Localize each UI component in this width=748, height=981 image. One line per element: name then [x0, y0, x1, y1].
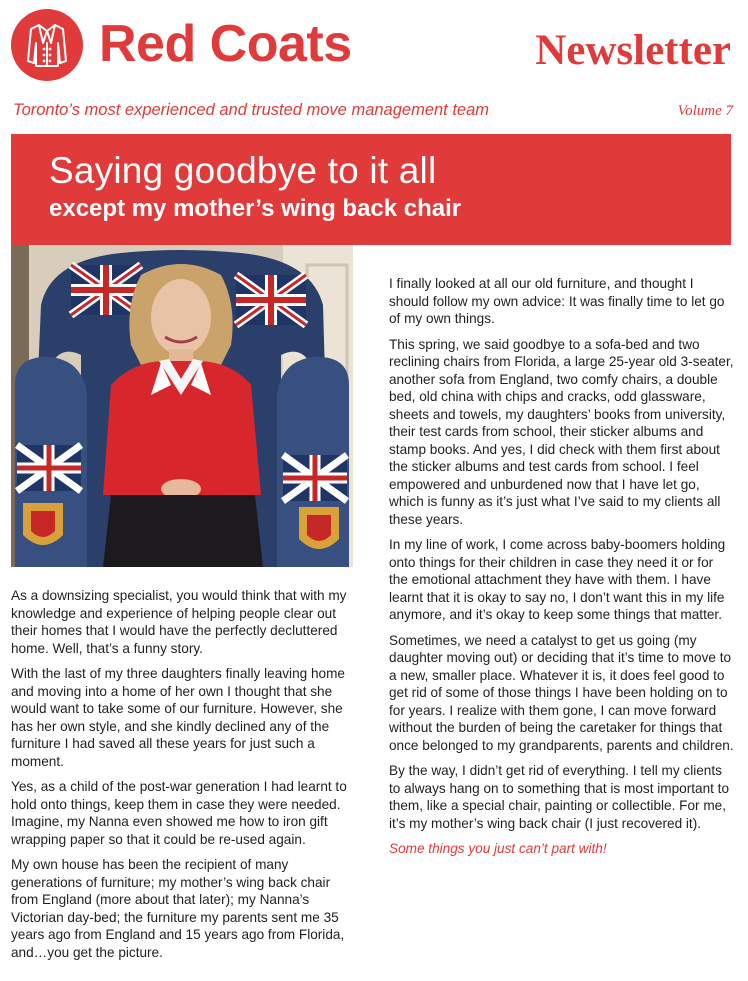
article-paragraph: By the way, I didn’t get rid of everything. I tell my clients to always hang on to something that is most important to them, like a special chair, painting or collectible. For me, it’s my mother’s wing back chair (I just recovered it).	[389, 763, 730, 831]
article-paragraph: This spring, we said goodbye to a sofa-bed and two reclining chairs from Florida, a large 25-year old 3-seater, another sofa from England, two comfy chairs, a double bed, old china with chips and cracks, odd glassware, sheets and towels, my daughters’ books from university, their test cards from school, their sticker albums and stamp books. And yes, I did check with them first about the sticker albums and test cards from school. I feel empowered and unburdened now that I have let go, which is funny as it’s just what I’ve said to my clients all these years.	[389, 336, 734, 527]
headline-banner	[11, 134, 731, 245]
newsletter-title: Newsletter	[535, 27, 731, 74]
article-paragraph: Yes, as a child of the post-war generation I had learnt to hold onto things, keep them in case they were needed. Imagine, my Nanna even showed me how to iron gift wrapping paper so that it could be re-used again.	[11, 779, 347, 847]
subheadline: except my mother’s wing back chair	[49, 195, 462, 222]
article-photo	[11, 245, 353, 567]
closing-line: Some things you just can’t part with!	[389, 841, 607, 856]
logo	[11, 9, 83, 81]
volume-label: Volume 7	[677, 103, 733, 119]
article-paragraph: I finally looked at all our old furniture, and thought I should follow my own advice: It was finally time to let go of my own things.	[389, 276, 725, 326]
brand-name: Red Coats	[99, 15, 352, 73]
article-column-left	[11, 587, 356, 969]
article-paragraph: Sometimes, we need a catalyst to get us going (my daughter moving out) or deciding that it’s time to move to a new, smaller place. Whatever it is, it does feel good to get rid of some of those things I have been holding on to for years. I realize with them gone, I can move forward without the burden of being the caretaker for things that once belonged to my grandparents, parents and children.	[389, 632, 734, 753]
article-paragraph: My own house has been the recipient of many generations of furniture; my mother’s wing back chair from England (more about that later); my Nanna’s Victorian day-bed; the furniture my parents sent me 35 years ago from England and 15 years ago from Florida, and…you get the picture.	[11, 857, 345, 960]
article-column-right	[389, 275, 734, 866]
tagline: Toronto’s most experienced and trusted move management team	[13, 101, 490, 119]
article-paragraph: In my line of work, I come across baby-boomers holding onto things for their children in case they need it or for the emotional attachment they have with them. I have learnt that it is okay to say no, I don’t want this in my life anymore, and it’s okay to keep some things that matter.	[389, 537, 726, 622]
article-paragraph: With the last of my three daughters finally leaving home and moving into a home of her own I thought that she would want to take some of our furniture. However, she has her own style, and she kindly declined any of the furniture I had saved all these years for just such a moment.	[11, 666, 345, 769]
headline: Saying goodbye to it all	[49, 150, 437, 191]
article-paragraph: As a downsizing specialist, you would think that with my knowledge and experience of helping people clear out their homes that I would have the perfectly decluttered home. Well, that’s a funny story.	[11, 588, 347, 656]
red-coat-jacket-icon	[11, 9, 83, 81]
